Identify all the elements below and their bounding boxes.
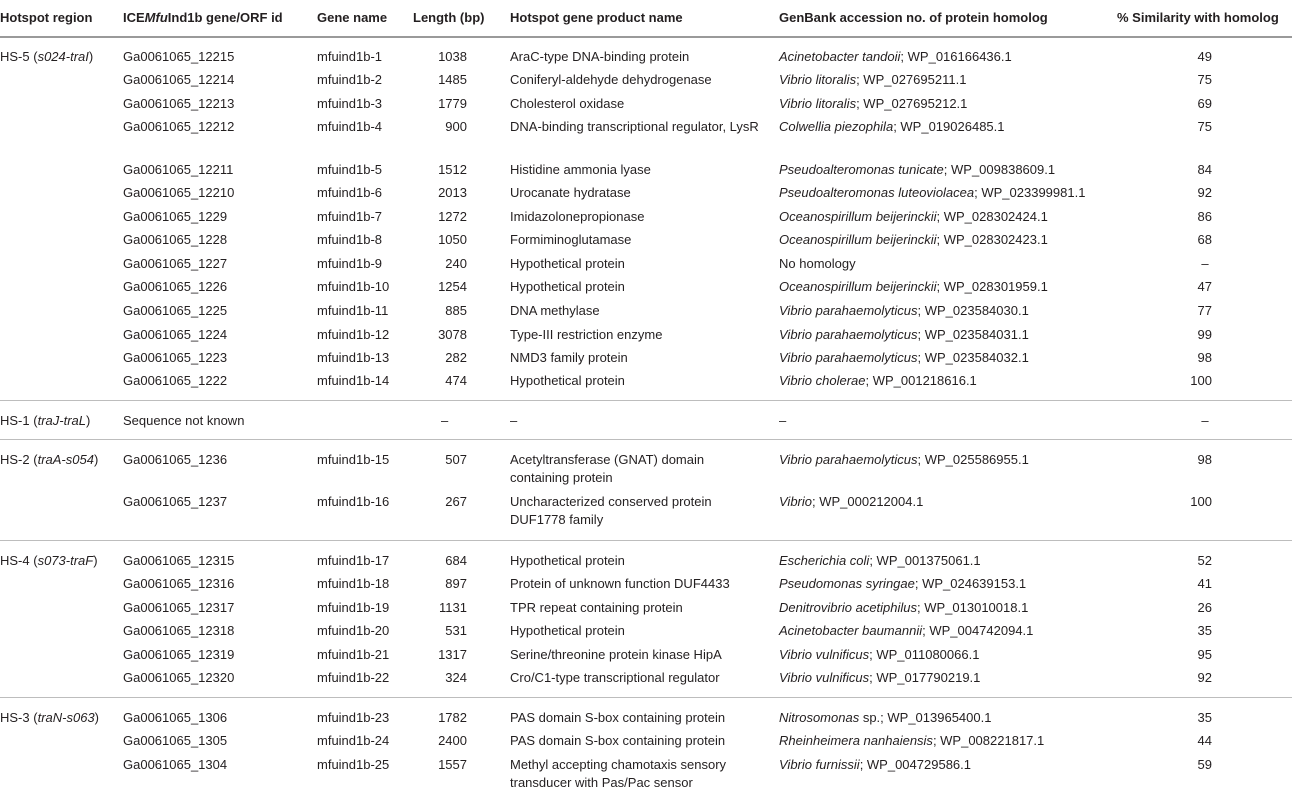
genbank-accession-cell bbox=[779, 552, 981, 570]
group-divider bbox=[0, 540, 1292, 541]
homolog-organism: Vibrio parahaemolyticus bbox=[779, 303, 918, 318]
orf-id-cell: Ga0061065_1236 bbox=[123, 452, 228, 467]
similarity-cell: 77 bbox=[1197, 303, 1212, 318]
length-cell: 282 bbox=[445, 350, 467, 365]
orf-id-cell: Ga0061065_1226 bbox=[123, 279, 228, 294]
region-loci: traA-s054 bbox=[37, 452, 94, 467]
orf-id-cell: Ga0061065_1224 bbox=[123, 327, 228, 342]
region-paren-open: ( bbox=[29, 452, 38, 467]
gene-name-cell: mfuind1b-22 bbox=[317, 670, 390, 685]
length-cell: 324 bbox=[445, 670, 467, 685]
group-divider bbox=[0, 697, 1292, 698]
similarity-cell: 68 bbox=[1197, 232, 1212, 247]
accession-number: ; WP_013010018.1 bbox=[917, 600, 1029, 615]
similarity-cell: 26 bbox=[1197, 600, 1212, 615]
accession-number: ; WP_028302423.1 bbox=[936, 232, 1048, 247]
genbank-accession-cell bbox=[779, 412, 786, 430]
accession-number: ; WP_024639153.1 bbox=[914, 576, 1027, 591]
genbank-accession-cell bbox=[779, 48, 1012, 66]
accession-number: ; WP_028302424.1 bbox=[936, 209, 1048, 224]
accession-number: ; WP_023584030.1 bbox=[917, 303, 1029, 318]
product-name-cell: PAS domain S-box containing protein bbox=[510, 710, 726, 725]
length-cell: 1317 bbox=[438, 647, 467, 662]
region-paren-close: ) bbox=[93, 553, 98, 568]
genbank-accession-cell bbox=[779, 646, 979, 664]
product-name-cell: AraC-type DNA-binding protein bbox=[510, 49, 690, 64]
group-divider bbox=[0, 400, 1292, 401]
genbank-accession-cell bbox=[779, 622, 1033, 640]
length-cell: 3078 bbox=[438, 327, 467, 342]
gene-name-cell: mfuind1b-13 bbox=[317, 350, 390, 365]
similarity-cell: 47 bbox=[1197, 279, 1212, 294]
product-name-cell: Type-III restriction enzyme bbox=[510, 327, 663, 342]
product-name-cell: NMD3 family protein bbox=[510, 350, 628, 365]
length-cell: – bbox=[441, 413, 449, 428]
homolog-organism: Oceanospirillum beijerinckii bbox=[779, 279, 937, 294]
gene-name-cell: mfuind1b-12 bbox=[317, 327, 390, 342]
gene-name-cell: mfuind1b-20 bbox=[317, 623, 390, 638]
genbank-accession-cell bbox=[779, 184, 1085, 202]
accession-number: ; WP_008221817.1 bbox=[932, 733, 1045, 748]
orf-id-cell: Ga0061065_1228 bbox=[123, 232, 228, 247]
length-cell: 897 bbox=[445, 576, 467, 591]
orf-id-cell: Ga0061065_1225 bbox=[123, 303, 228, 318]
homolog-organism: Oceanospirillum beijerinckii bbox=[779, 232, 937, 247]
genbank-accession-cell bbox=[779, 493, 923, 511]
orf-id-cell: Sequence not known bbox=[123, 413, 245, 428]
gene-name-cell: mfuind1b-24 bbox=[317, 733, 390, 748]
orf-id-cell: Ga0061065_1229 bbox=[123, 209, 228, 224]
region-loci: traN-s063 bbox=[37, 710, 95, 725]
homolog-organism: Vibrio litoralis bbox=[779, 72, 857, 87]
similarity-cell: 75 bbox=[1197, 72, 1212, 87]
accession-number: ; WP_001218616.1 bbox=[865, 373, 977, 388]
length-cell: 240 bbox=[445, 256, 467, 271]
product-name-cell: Methyl accepting chamotaxis sensory transducer with Pas/Pac sensor bbox=[510, 757, 727, 790]
gene-name-cell: mfuind1b-16 bbox=[317, 494, 390, 509]
length-cell: 684 bbox=[445, 553, 467, 568]
accession-number: No homology bbox=[779, 256, 856, 271]
accession-number: ; WP_017790219.1 bbox=[869, 670, 981, 685]
genbank-accession-cell bbox=[779, 451, 1029, 469]
similarity-cell: 100 bbox=[1190, 494, 1212, 509]
region-paren-close: ) bbox=[93, 452, 99, 467]
length-cell: 1050 bbox=[438, 232, 467, 247]
product-name-cell: Coniferyl-aldehyde dehydrogenase bbox=[510, 72, 712, 87]
region-loci: s024-traI bbox=[37, 49, 89, 64]
genbank-accession-cell bbox=[779, 326, 1029, 344]
gene-name-cell: mfuind1b-15 bbox=[317, 452, 390, 467]
gene-name-cell: mfuind1b-7 bbox=[317, 209, 383, 224]
orf-id-cell: Ga0061065_1223 bbox=[123, 350, 228, 365]
region-loci: traJ-traL bbox=[37, 413, 86, 428]
similarity-cell: 75 bbox=[1197, 119, 1212, 134]
similarity-cell: 86 bbox=[1197, 209, 1212, 224]
genbank-accession-cell bbox=[779, 278, 1048, 296]
accession-number: ; WP_028301959.1 bbox=[936, 279, 1048, 294]
region-paren-open: ( bbox=[29, 49, 38, 64]
accession-number: ; WP_016166436.1 bbox=[900, 49, 1012, 64]
accession-number: ; WP_000212004.1 bbox=[812, 494, 924, 509]
length-cell: 1254 bbox=[438, 279, 467, 294]
length-cell: 885 bbox=[445, 303, 467, 318]
header-hotspot-region: Hotspot region bbox=[0, 10, 93, 25]
length-cell: 900 bbox=[445, 119, 467, 134]
length-cell: 2013 bbox=[438, 185, 467, 200]
orf-id-cell: Ga0061065_1222 bbox=[123, 373, 228, 388]
product-name-cell: DNA-binding transcriptional regulator, LysR bbox=[510, 119, 759, 134]
genbank-accession-cell bbox=[779, 756, 971, 774]
hotspot-region-cell bbox=[0, 451, 98, 469]
length-cell: 474 bbox=[445, 373, 467, 388]
similarity-cell: 98 bbox=[1197, 350, 1212, 365]
accession-number: sp.; WP_013965400.1 bbox=[859, 710, 992, 725]
homolog-organism: Pseudomonas syringae bbox=[779, 576, 915, 591]
orf-id-cell: Ga0061065_12211 bbox=[123, 162, 234, 177]
homolog-organism: Pseudoalteromonas tunicate bbox=[779, 162, 944, 177]
gene-name-cell: mfuind1b-17 bbox=[317, 553, 390, 568]
region-paren-close: ) bbox=[94, 710, 99, 725]
orf-id-cell: Ga0061065_12210 bbox=[123, 185, 235, 200]
accession-number: ; WP_027695211.1 bbox=[856, 72, 967, 87]
gene-name-cell: mfuind1b-1 bbox=[317, 49, 383, 64]
homolog-organism: Vibrio cholerae bbox=[779, 373, 866, 388]
orf-id-cell: Ga0061065_12315 bbox=[123, 553, 235, 568]
gene-name-cell: mfuind1b-10 bbox=[317, 279, 390, 294]
region-id: HS-4 bbox=[0, 553, 30, 568]
header-product-name: Hotspot gene product name bbox=[510, 10, 683, 25]
orf-id-cell: Ga0061065_12320 bbox=[123, 670, 235, 685]
region-id: HS-1 bbox=[0, 413, 30, 428]
product-name-cell: Serine/threonine protein kinase HipA bbox=[510, 647, 722, 662]
similarity-cell: – bbox=[1201, 256, 1209, 271]
genbank-accession-cell bbox=[779, 575, 1026, 593]
similarity-cell: 35 bbox=[1197, 710, 1212, 725]
product-name-cell: PAS domain S-box containing protein bbox=[510, 733, 726, 748]
genbank-accession-cell bbox=[779, 208, 1048, 226]
header-gene-name: Gene name bbox=[317, 10, 388, 25]
orf-id-cell: Ga0061065_12319 bbox=[123, 647, 235, 662]
product-name-cell: Imidazolonepropionase bbox=[510, 209, 645, 224]
homolog-organism: Pseudoalteromonas luteoviolacea bbox=[779, 185, 975, 200]
gene-name-cell: mfuind1b-19 bbox=[317, 600, 390, 615]
length-cell: 1512 bbox=[438, 162, 467, 177]
orf-id-cell: Ga0061065_12215 bbox=[123, 49, 235, 64]
accession-number: ; WP_004742094.1 bbox=[922, 623, 1034, 638]
product-name-cell: Urocanate hydratase bbox=[510, 185, 631, 200]
orf-id-cell: Ga0061065_12213 bbox=[123, 96, 235, 111]
gene-name-cell: mfuind1b-8 bbox=[317, 232, 383, 247]
similarity-cell: 92 bbox=[1197, 185, 1212, 200]
homolog-organism: Vibrio vulnificus bbox=[779, 647, 870, 662]
length-cell: 531 bbox=[445, 623, 467, 638]
homolog-organism: Vibrio parahaemolyticus bbox=[779, 350, 918, 365]
product-name-cell: Hypothetical protein bbox=[510, 373, 625, 388]
header-length: Length (bp) bbox=[413, 10, 485, 25]
homolog-organism: Acinetobacter baumannii bbox=[779, 623, 923, 638]
length-cell: 1557 bbox=[438, 757, 467, 772]
group-divider bbox=[0, 439, 1292, 440]
region-loci: s073-traF bbox=[37, 553, 94, 568]
accession-number: ; WP_023584032.1 bbox=[917, 350, 1029, 365]
length-cell: 1782 bbox=[438, 710, 467, 725]
genbank-accession-cell bbox=[779, 71, 966, 89]
genbank-accession-cell bbox=[779, 732, 1044, 750]
orf-id-cell: Ga0061065_12318 bbox=[123, 623, 235, 638]
accession-number: ; WP_023584031.1 bbox=[917, 327, 1029, 342]
similarity-cell: 49 bbox=[1197, 49, 1212, 64]
gene-name-cell: mfuind1b-4 bbox=[317, 119, 383, 134]
region-paren-close: ) bbox=[88, 49, 94, 64]
homolog-organism: Vibrio parahaemolyticus bbox=[779, 327, 918, 342]
similarity-cell: 59 bbox=[1197, 757, 1212, 772]
product-name-cell: Hypothetical protein bbox=[510, 623, 625, 638]
similarity-cell: 44 bbox=[1197, 733, 1212, 748]
homolog-organism: Colwellia piezophila bbox=[779, 119, 894, 134]
region-id: HS-5 bbox=[0, 49, 30, 64]
hotspot-region-cell bbox=[0, 412, 90, 430]
similarity-cell: 69 bbox=[1197, 96, 1212, 111]
gene-name-cell: mfuind1b-3 bbox=[317, 96, 383, 111]
product-name-cell: Hypothetical protein bbox=[510, 256, 625, 271]
similarity-cell: 35 bbox=[1197, 623, 1212, 638]
length-cell: 1779 bbox=[438, 96, 467, 111]
hotspot-region-cell bbox=[0, 552, 98, 570]
length-cell: 1272 bbox=[438, 209, 467, 224]
gene-name-cell: mfuind1b-25 bbox=[317, 757, 390, 772]
gene-name-cell: mfuind1b-6 bbox=[317, 185, 383, 200]
length-cell: 1038 bbox=[438, 49, 467, 64]
accession-number: ; WP_023399981.1 bbox=[974, 185, 1086, 200]
product-name-cell: – bbox=[510, 413, 518, 428]
accession-number: ; WP_009838609.1 bbox=[943, 162, 1056, 177]
accession-number: ; WP_027695212.1 bbox=[856, 96, 968, 111]
similarity-cell: 99 bbox=[1197, 327, 1212, 342]
homolog-organism: Acinetobacter tandoii bbox=[779, 49, 901, 64]
genbank-accession-cell bbox=[779, 709, 991, 727]
gene-name-cell: mfuind1b-18 bbox=[317, 576, 390, 591]
gene-name-cell: mfuind1b-2 bbox=[317, 72, 383, 87]
accession-number: ; WP_001375061.1 bbox=[869, 553, 981, 568]
gene-name-cell: mfuind1b-9 bbox=[317, 256, 383, 271]
homolog-organism: Vibrio furnissii bbox=[779, 757, 860, 772]
homolog-organism: Nitrosomonas bbox=[779, 710, 860, 725]
header-orf-italic: Mfu bbox=[144, 10, 168, 25]
region-id: HS-3 bbox=[0, 710, 30, 725]
similarity-cell: 41 bbox=[1197, 576, 1212, 591]
product-name-cell: Acetyltransferase (GNAT) domain containing protein bbox=[510, 452, 705, 485]
accession-number: ; WP_025586955.1 bbox=[917, 452, 1029, 467]
product-name-cell: Cro/C1-type transcriptional regulator bbox=[510, 670, 720, 685]
header-divider bbox=[0, 36, 1292, 38]
homolog-organism: Rheinheimera nanhaiensis bbox=[779, 733, 933, 748]
length-cell: 1131 bbox=[439, 600, 467, 615]
genbank-accession-cell bbox=[779, 372, 977, 390]
gene-name-cell: mfuind1b-23 bbox=[317, 710, 390, 725]
region-paren-close: ) bbox=[85, 413, 91, 428]
orf-id-cell: Ga0061065_1306 bbox=[123, 710, 228, 725]
similarity-cell: 98 bbox=[1197, 452, 1212, 467]
length-cell: 2400 bbox=[438, 733, 467, 748]
genbank-accession-cell bbox=[779, 161, 1055, 179]
accession-number: ; WP_011080066.1 bbox=[869, 647, 980, 662]
product-name-cell: Hypothetical protein bbox=[510, 279, 625, 294]
homolog-organism: Vibrio parahaemolyticus bbox=[779, 452, 918, 467]
similarity-cell: 95 bbox=[1197, 647, 1212, 662]
product-name-cell: Histidine ammonia lyase bbox=[510, 162, 651, 177]
region-paren-open: ( bbox=[29, 413, 38, 428]
product-name-cell: DNA methylase bbox=[510, 303, 600, 318]
homolog-organism: Vibrio litoralis bbox=[779, 96, 857, 111]
hotspot-region-cell bbox=[0, 709, 99, 727]
product-name-cell: Protein of unknown function DUF4433 bbox=[510, 576, 730, 591]
genbank-accession-cell bbox=[779, 669, 980, 687]
genbank-accession-cell bbox=[779, 231, 1048, 249]
accession-number: ; WP_004729586.1 bbox=[859, 757, 971, 772]
orf-id-cell: Ga0061065_1237 bbox=[123, 494, 228, 509]
header-orf-id bbox=[123, 9, 283, 27]
homolog-organism: Vibrio bbox=[779, 494, 813, 509]
homolog-organism: Oceanospirillum beijerinckii bbox=[779, 209, 937, 224]
product-name-cell: Formiminoglutamase bbox=[510, 232, 632, 247]
region-paren-open: ( bbox=[29, 553, 38, 568]
gene-name-cell: mfuind1b-5 bbox=[317, 162, 383, 177]
orf-id-cell: Ga0061065_12214 bbox=[123, 72, 235, 87]
orf-id-cell: Ga0061065_12212 bbox=[123, 119, 235, 134]
genbank-accession-cell bbox=[779, 255, 856, 273]
gene-name-cell: mfuind1b-14 bbox=[317, 373, 390, 388]
genbank-accession-cell bbox=[779, 118, 1005, 136]
length-cell: 1485 bbox=[438, 72, 467, 87]
header-orf-prefix: ICE bbox=[123, 10, 145, 25]
homolog-organism: Vibrio vulnificus bbox=[779, 670, 870, 685]
orf-id-cell: Ga0061065_1305 bbox=[123, 733, 228, 748]
homolog-organism: Escherichia coli bbox=[779, 553, 870, 568]
length-cell: 267 bbox=[445, 494, 467, 509]
product-name-cell: TPR repeat containing protein bbox=[510, 600, 683, 615]
region-paren-open: ( bbox=[29, 710, 38, 725]
hotspot-region-cell bbox=[0, 48, 93, 66]
orf-id-cell: Ga0061065_1227 bbox=[123, 256, 228, 271]
accession-number: ; WP_019026485.1 bbox=[893, 119, 1005, 134]
header-genbank-accession: GenBank accession no. of protein homolog bbox=[779, 10, 1048, 25]
product-name-cell: Cholesterol oxidase bbox=[510, 96, 625, 111]
homolog-organism: Denitrovibrio acetiphilus bbox=[779, 600, 918, 615]
header-similarity: % Similarity with homolog bbox=[1117, 10, 1279, 25]
similarity-cell: 52 bbox=[1197, 553, 1212, 568]
gene-name-cell: mfuind1b-11 bbox=[317, 303, 389, 318]
similarity-cell: – bbox=[1201, 413, 1209, 428]
product-name-cell: Hypothetical protein bbox=[510, 553, 625, 568]
similarity-cell: 100 bbox=[1190, 373, 1212, 388]
orf-id-cell: Ga0061065_12316 bbox=[123, 576, 235, 591]
accession-number: – bbox=[779, 413, 787, 428]
product-name-cell: Uncharacterized conserved protein DUF1778 family bbox=[510, 494, 712, 527]
orf-id-cell: Ga0061065_12317 bbox=[123, 600, 235, 615]
genbank-accession-cell bbox=[779, 95, 967, 113]
similarity-cell: 92 bbox=[1197, 670, 1212, 685]
header-orf-suffix: Ind1b gene/ORF id bbox=[167, 10, 283, 25]
similarity-cell: 84 bbox=[1197, 162, 1212, 177]
gene-name-cell: mfuind1b-21 bbox=[317, 647, 390, 662]
region-id: HS-2 bbox=[0, 452, 30, 467]
length-cell: 507 bbox=[445, 452, 467, 467]
genbank-accession-cell bbox=[779, 599, 1028, 617]
genbank-accession-cell bbox=[779, 349, 1029, 367]
genbank-accession-cell bbox=[779, 302, 1029, 320]
orf-id-cell: Ga0061065_1304 bbox=[123, 757, 228, 772]
